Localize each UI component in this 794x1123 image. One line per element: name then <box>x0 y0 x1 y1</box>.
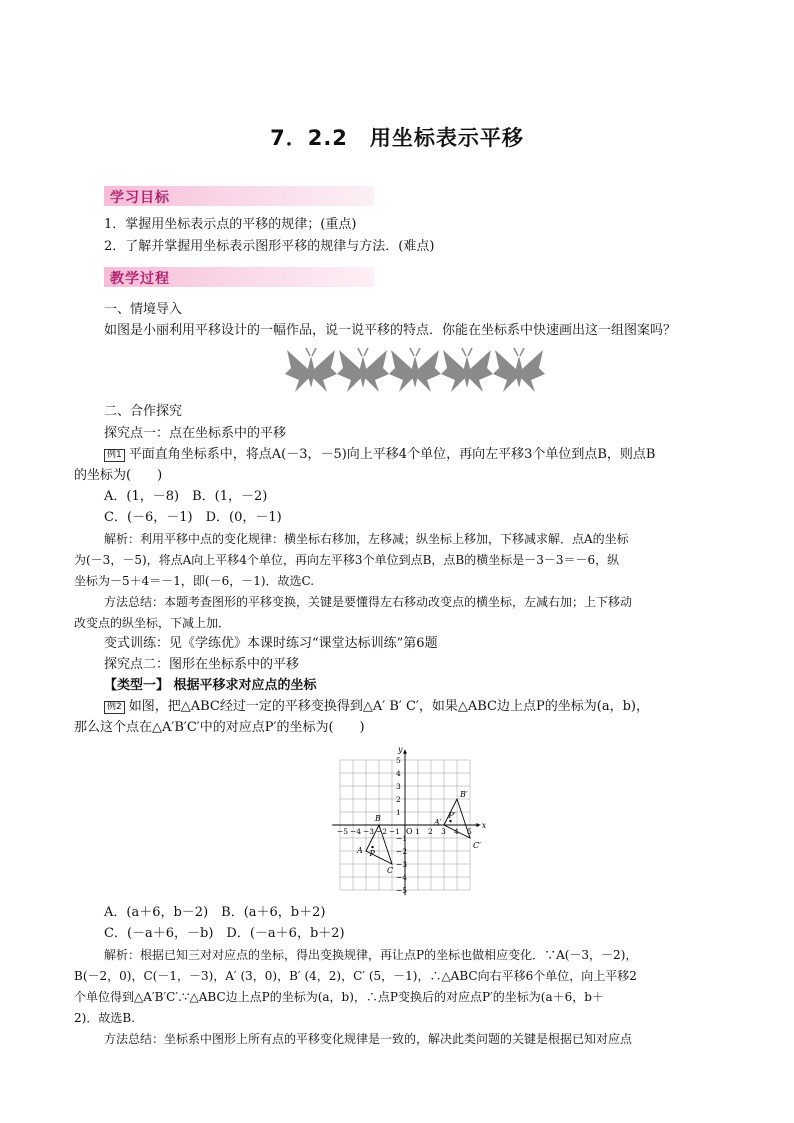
x-tick-label: −2 <box>376 827 388 836</box>
y-axis-label: y <box>398 745 403 755</box>
example-2 <box>104 697 649 717</box>
point-label-b1: B′ <box>460 790 468 799</box>
example-2-options-cd: C．(－a＋6，－b) D．(－a＋6，b＋2) <box>104 926 345 941</box>
example-2-options-ab: A．(a＋6，b－2) B．(a＋6，b＋2) <box>104 905 326 920</box>
butterfly-pattern-image <box>285 346 545 394</box>
y-tick-label: 3 <box>396 782 401 791</box>
x-axis-arrow <box>476 823 480 827</box>
figure-ticks <box>337 756 472 895</box>
point-label-a1: A′ <box>434 818 442 827</box>
x-tick-label: 3 <box>441 827 446 836</box>
x-tick-label: −5 <box>337 827 349 836</box>
example-1-line2: 的坐标为( ) <box>74 468 163 483</box>
example-1 <box>104 445 655 465</box>
y-axis-arrow <box>403 750 407 754</box>
x-tick-label: −4 <box>350 827 362 836</box>
part2-heading: 二、合作探究 <box>104 404 183 419</box>
y-tick-label: 4 <box>396 769 401 778</box>
example-2-analysis-4: 2)．故选B. <box>74 1011 135 1025</box>
goal-1: 1．掌握用坐标表示点的平移的规律；(重点) <box>104 217 357 232</box>
example-2-summary-1: 方法总结：坐标系中图形上所有点的平移变化规律是一致的，解决此类问题的关键是根据已知对应点 <box>104 1032 633 1046</box>
point-label-p1: P′ <box>448 811 456 821</box>
y-tick-label: −2 <box>396 847 408 856</box>
example-1-line1: 平面直角坐标系中，将点A(－3，－5)向上平移4个单位，再向左平移3个单位到点B，则点B <box>128 447 656 462</box>
example-2-analysis-3: 个单位得到△A′B′C′.∵△ABC边上点P的坐标为(a，b)，∴点P变换后的对应点P′的坐标为(a＋6，b＋ <box>74 990 604 1004</box>
example-2-analysis-2: B(－2，0)，C(－1，－3)，A′ (3，0)，B′ (4，2)，C′ (5，－1)，∴△ABC向右平移6个单位，向上平移2 <box>74 969 637 983</box>
part1-heading: 一、情境导入 <box>104 302 183 317</box>
example-2-line2: 那么这个点在△A′B′C′中的对应点P′的坐标为( ) <box>74 720 365 735</box>
process-banner <box>104 267 374 287</box>
point1-heading: 探究点一：点在坐标系中的平移 <box>104 426 287 441</box>
point-p <box>371 846 373 848</box>
x-axis-label: x <box>481 821 487 830</box>
example-1-tag: 例1 <box>104 449 125 462</box>
example-1-analysis-3: 坐标为－5＋4＝－1，即(－6，－1)．故选C. <box>74 574 315 588</box>
x-tick-label: −3 <box>363 827 375 836</box>
y-tick-label: −4 <box>396 873 408 882</box>
point-label-c: C <box>387 866 394 875</box>
x-tick-label: −1 <box>389 827 401 836</box>
x-tick-label: 5 <box>467 827 472 836</box>
page-title: 7．2.2 用坐标表示平移 <box>270 126 524 150</box>
point-label-p: P <box>369 849 375 859</box>
point-label-b: B <box>375 814 381 823</box>
example-2-analysis-1: 解析：根据已知三对对应点的坐标，得出变换规律，再让点P的坐标也做相应变化．∵A(－3，－2)， <box>104 948 638 962</box>
example-2-tag: 例2 <box>104 701 125 714</box>
goals-banner-label: 学习目标 <box>110 190 170 206</box>
example-2-line1: 如图，把△ABC经过一定的平移变换得到△A′ B′ C′，如果△ABC边上点P的坐标为(a，b)， <box>128 699 649 714</box>
x-tick-label: 1 <box>415 827 420 836</box>
part1-text: 如图是小丽利用平移设计的一幅作品，说一说平移的特点．你能在坐标系中快速画出这一组图案吗？ <box>104 323 677 338</box>
process-banner-label: 教学过程 <box>110 271 170 287</box>
y-tick-label: 2 <box>396 795 401 804</box>
point2-heading: 探究点二：图形在坐标系中的平移 <box>104 657 300 672</box>
origin-label: O <box>406 827 413 836</box>
y-tick-label: −3 <box>396 860 408 869</box>
point-p1 <box>449 820 451 822</box>
type1-heading: 【类型一】 根据平移求对应点的坐标 <box>104 678 317 693</box>
y-tick-label: −1 <box>396 834 408 843</box>
y-tick-label: 1 <box>396 808 401 817</box>
goal-2: 2．了解并掌握用坐标表示图形平移的规律与方法．(难点) <box>104 239 435 254</box>
figure-axes <box>332 745 487 895</box>
y-tick-label: 5 <box>396 756 401 765</box>
example-1-options-cd: C．(－6，－1) D．(0，－1) <box>104 510 282 525</box>
example-1-summary-2: 改变点的纵坐标，下减上加． <box>74 616 231 630</box>
variant-training: 变式训练：见《学练优》本课时练习“课堂达标训练”第6题 <box>104 636 438 651</box>
example-1-summary-1: 方法总结：本题考查图形的平移变换，关键是要懂得左右移动改变点的横坐标，左减右加；上下移动 <box>104 595 633 609</box>
goals-banner <box>104 186 374 206</box>
point-label-a: A <box>357 846 363 855</box>
example-1-analysis-1: 解析：利用平移中点的变化规律：横坐标右移加，左移减；纵坐标上移加，下移减求解．点A的坐标 <box>104 532 629 546</box>
example-1-analysis-2: 为(－3，－5)，将点A向上平移4个单位，再向左平移3个单位到点B，点B的横坐标是－3－3＝－6，纵 <box>74 553 620 567</box>
x-tick-label: 2 <box>428 827 433 836</box>
example-1-options-ab: A．(1，－8) B．(1，－2) <box>104 489 268 504</box>
y-tick-label: −5 <box>396 886 408 895</box>
coordinate-figure <box>335 745 487 895</box>
point-label-c1: C′ <box>473 841 481 850</box>
x-tick-label: 4 <box>454 827 459 836</box>
